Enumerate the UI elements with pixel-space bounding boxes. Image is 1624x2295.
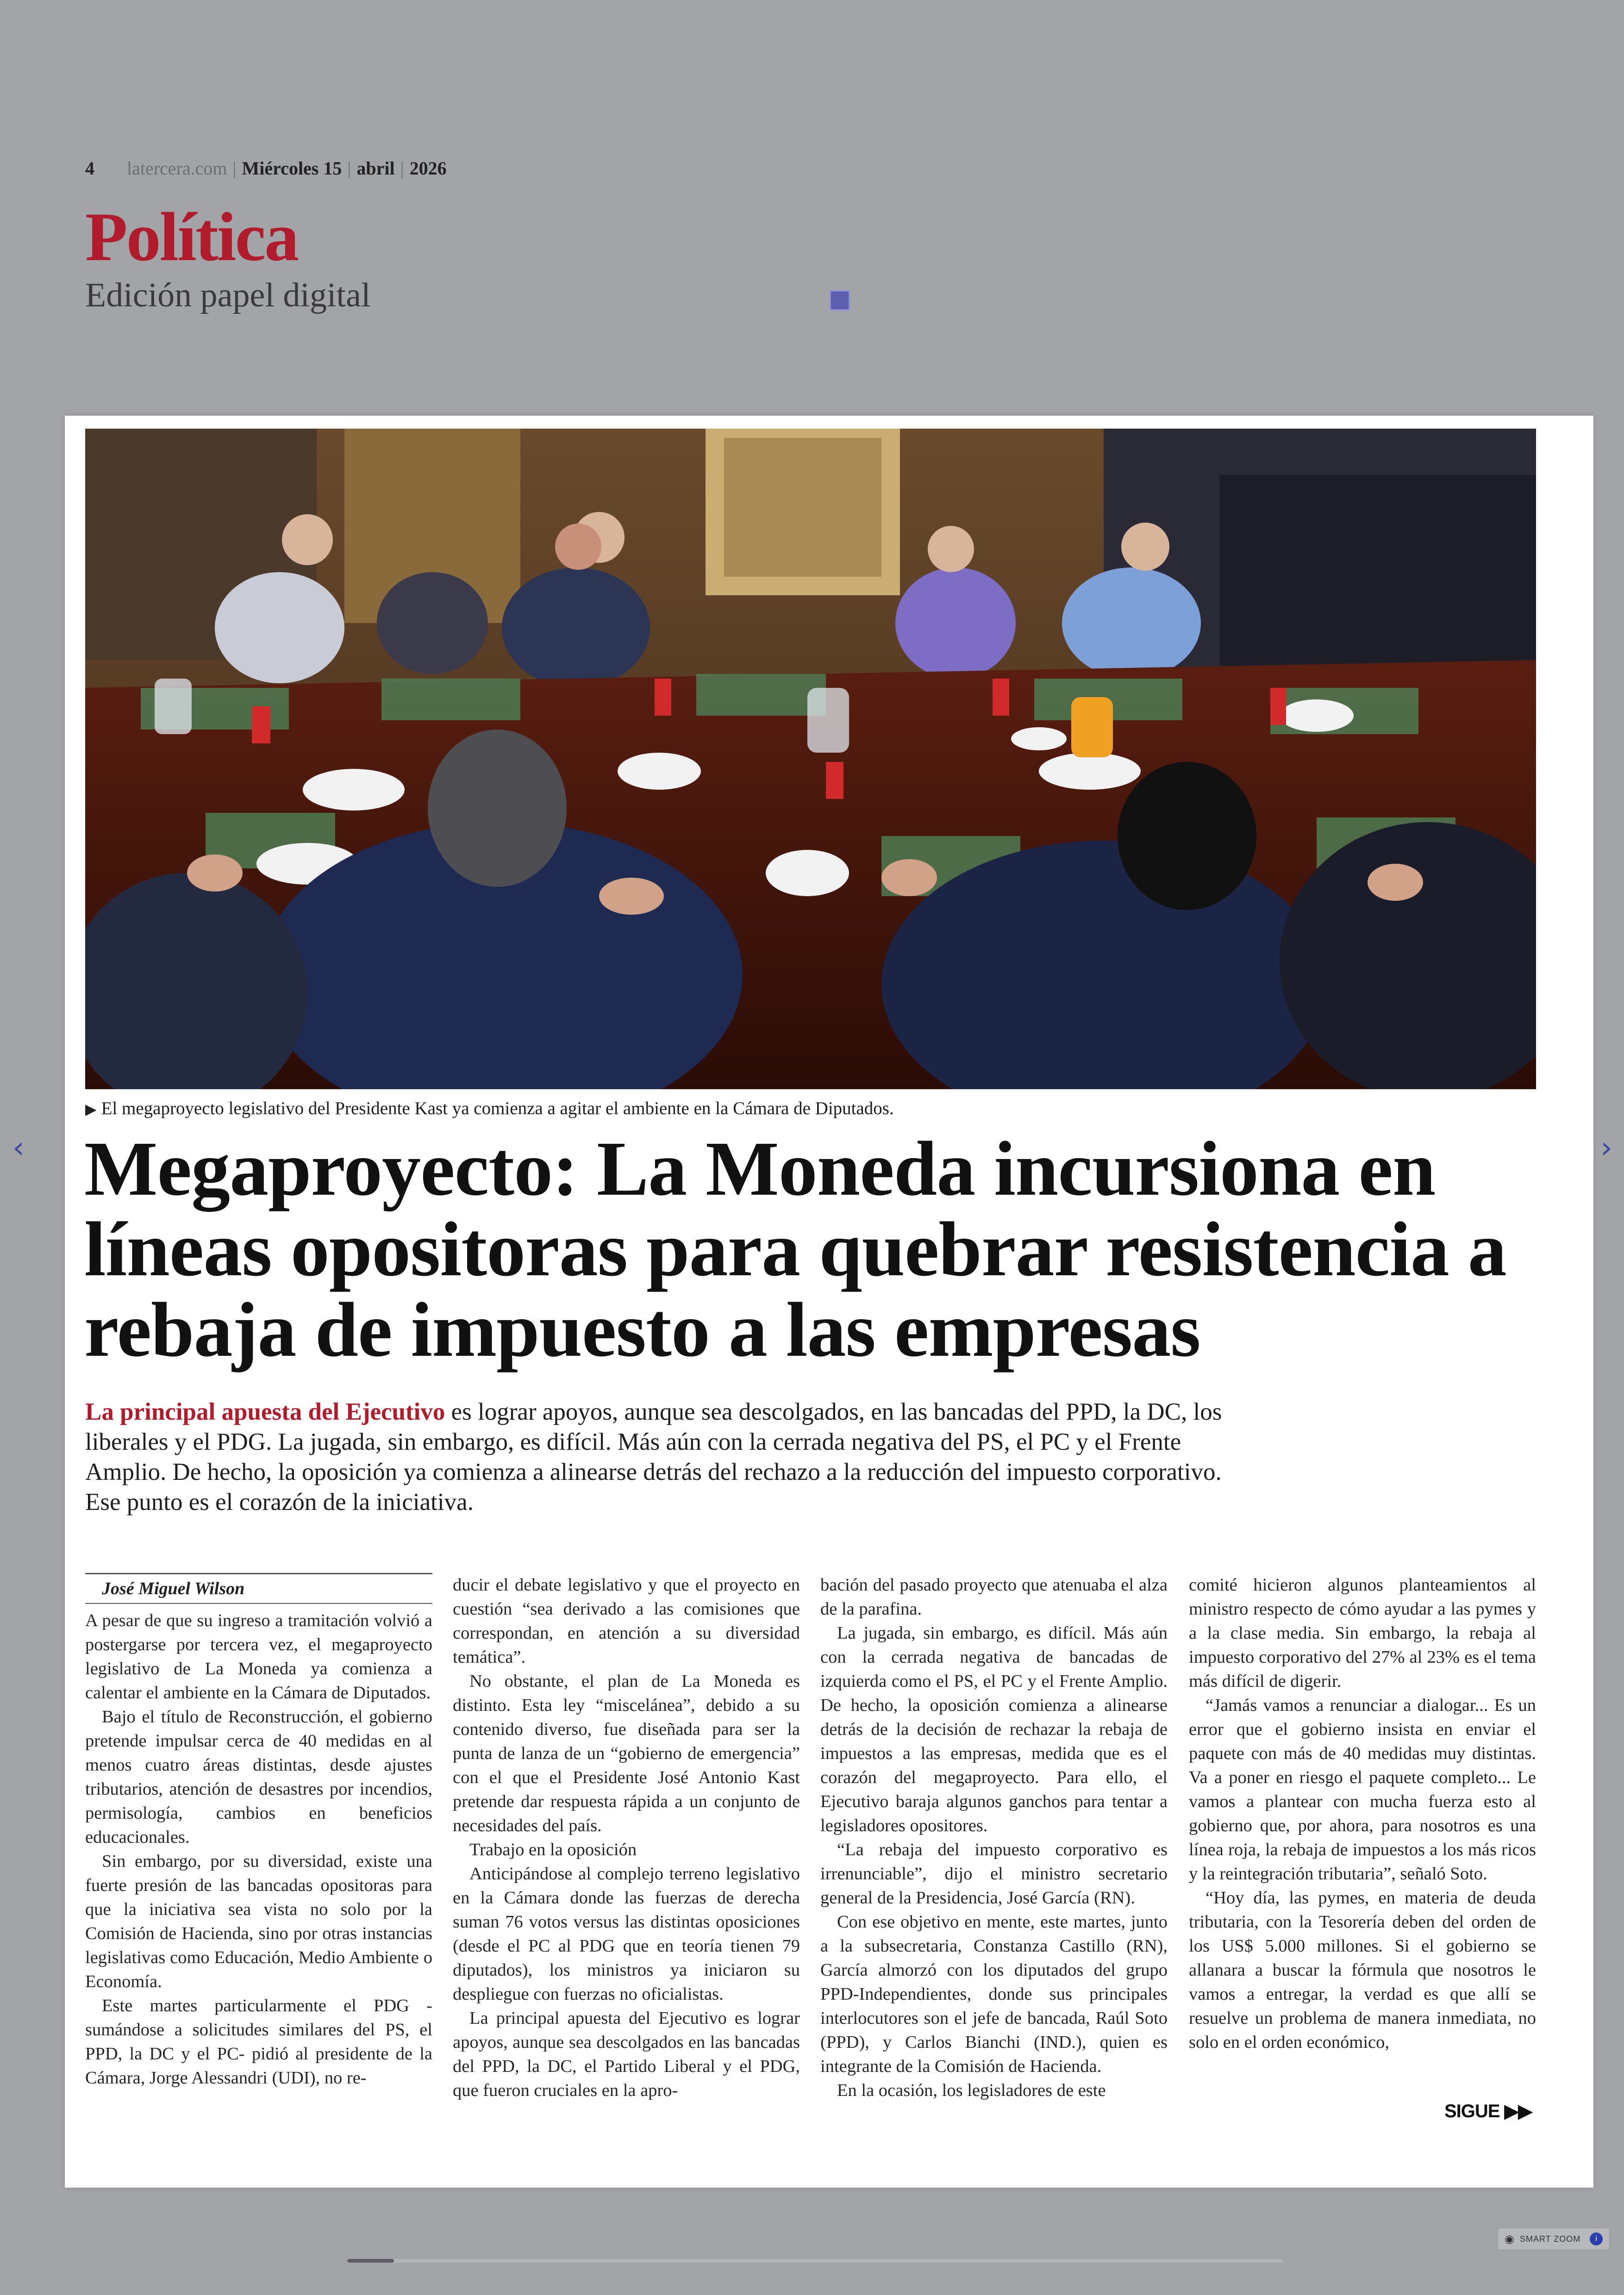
section-subhead: Trabajo en la oposición — [469, 1840, 637, 1859]
paragraph: Bajo el título de Reconstrucción, el gobierno pretende impulsar cerca de 40 medidas en al menos cuatro áreas distintas, desde ajustes tributarios, atención de desastres por incendios, permisología, cambios en beneficios educacionales. — [85, 1707, 432, 1847]
info-icon: i — [1590, 2233, 1603, 2245]
paragraph: No obstante, el plan de La Moneda es distinto. Esta ley “miscelánea”, debido a su contenido diverso, fue diseñada para ser la punta de lanza de un “gobierno de emergencia” con el que el Presidente José Antonio Kast pretende dar respuesta rápida a un conjunto de necesidades del país. — [453, 1671, 800, 1835]
paragraph: La jugada, sin embargo, es difícil. Más aún con la cerrada negativa de bancadas de izquierda como el PS, el PC y el Frente Amplio. De hecho, la oposición comienza a alinearse detrás de la decisión de rechazar la rebaja de impuestos a las empresas, medida que es el corazón del megaproyecto. Para ello, el Ejecutivo baraja algunos ganchos para tentar a legisladores opositores. — [820, 1623, 1168, 1835]
date-day: Miércoles 15 — [242, 158, 342, 179]
eye-icon: ◉ — [1505, 2233, 1514, 2245]
smart-zoom-label: SMART ZOOM — [1519, 2234, 1581, 2244]
date-year: 2026 — [409, 158, 447, 179]
paragraph: ducir el debate legislativo y que el proyecto en cuestión “sea derivado a las comisiones que correspondan, en atención a su diversidad temática”. — [453, 1575, 800, 1667]
article-photo — [85, 429, 1536, 1089]
paragraph: “Hoy día, las pymes, en materia de deuda tributaria, con la Tesorería deben del orden de los US$ 5.000 millones. Si el gobierno se allanara a buscar la fórmula que nosotros le vamos a entregar, la verdad es que allí se resuelve un problema de manera inmediata, no solo en el orden económico, — [1189, 1888, 1536, 2052]
page-number: 4 — [85, 158, 94, 179]
paragraph: Con ese objetivo en mente, este martes, junto a la subsecretaria, Constanza Castillo (RN), García almorzó con los diputados del grupo PPD-Independientes, donde sus principales interlocutores son el jefe de bancada, Raúl Soto (PPD), y Carlos Bianchi (IND.), quien es integrante de la Comisión de Hacienda. — [820, 1912, 1168, 2076]
header-meta: 4 latercera.com | Miércoles 15 | abril | 2026 — [85, 158, 447, 179]
chevron-right-icon: › — [1600, 1131, 1612, 1165]
article-column-3 — [820, 1573, 1168, 2102]
page-progress-bar[interactable] — [347, 2259, 1282, 2263]
newspaper-page — [65, 416, 1593, 2188]
paragraph: Sin embargo, por su diversidad, existe una fuerte presión de las bancadas opositoras para que la iniciativa sea vista no solo por la Comisión de Hacienda, sino por otras instancias legislativas como Educación, Medio Ambiente o Economía. — [85, 1852, 432, 1991]
page-marker-icon[interactable] — [830, 290, 850, 311]
meeting-photo-illustration — [85, 429, 1536, 1089]
article-column-4 — [1189, 1573, 1536, 2054]
paragraph: “La rebaja del impuesto corporativo es irrenunciable”, dijo el ministro secretario general de la Presidencia, José García (RN). — [820, 1840, 1168, 1908]
paragraph: La principal apuesta del Ejecutivo es lograr apoyos, aunque sea descolgados en las bancadas del PPD, la DC, el Partido Liberal y el PDG, que fueron cruciales en la apro- — [453, 2008, 800, 2100]
continue-label: SIGUE ▶▶ — [1444, 2101, 1532, 2121]
next-page-button[interactable] — [1593, 1129, 1620, 1166]
caption-arrow-icon: ▶ — [85, 1100, 97, 1118]
paragraph: En la ocasión, los legisladores de este — [837, 2081, 1106, 2100]
article-column-1 — [85, 1573, 432, 2090]
paragraph: Anticipándose al complejo terreno legislativo en la Cámara donde las fuerzas de derecha suman 76 votos versus las distintas oposiciones (desde el PC al PDG que en teoría tienen 79 diputados), los ministros ya iniciaron su despliegue con fuerzas no oficialistas. — [453, 1864, 800, 2004]
article-lead — [85, 1397, 1252, 1517]
byline: José Miguel Wilson — [85, 1573, 432, 1604]
lead-highlight: La principal apuesta del Ejecutivo — [85, 1398, 445, 1425]
caption-text: El megaproyecto legislativo del Presidente Kast ya comienza a agitar el ambiente en la Cámara de Diputados. — [101, 1098, 894, 1118]
progress-thumb[interactable] — [347, 2259, 394, 2263]
prev-page-button[interactable] — [5, 1129, 32, 1166]
site-name: latercera.com — [127, 158, 227, 179]
article-headline: Megaproyecto: La Moneda incursiona en líneas opositoras para quebrar resistencia a rebaja de impuesto a las empresas — [84, 1126, 1506, 1373]
paragraph: “Jamás vamos a renunciar a dialogar... Es un error que el gobierno insista en enviar el paquete con más de 40 medidas muy distintas. Va a poner en riesgo el paquete completo... Le vamos a plantear con mucha fuerza esto al gobierno que, por ahora, para nosotros es una línea roja, la rebaja de impuestos a los más ricos y la reintegración tributaria”, señaló Soto. — [1189, 1696, 1536, 1883]
section-title: Política — [85, 199, 298, 275]
photo-caption — [85, 1098, 1536, 1119]
paragraph: Este martes particularmente el PDG -sumándose a solicitudes similares del PS, el PPD, la DC y el PC- pidió al presidente de la Cámara, Jorge Alessandri (UDI), no re- — [85, 1996, 432, 2088]
paragraph: bación del pasado proyecto que atenuaba el alza de la parafina. — [820, 1575, 1168, 1619]
lead-text: es lograr apoyos, aunque sea descolgados, en las bancadas del PPD, la DC, los liberales y el PDG. La jugada, sin embargo, es difícil. Más aún con la cerrada negativa del PS, el PC y el Frente Amplio. De hecho, la oposición ya comienza a alinearse detrás del rechazo a la reducción del impuesto corporativo. Ese punto es el corazón de la iniciativa. — [85, 1398, 1222, 1515]
paragraph: A pesar de que su ingreso a tramitación volvió a postergarse por tercera vez, el megaproyecto legislativo de La Moneda ya comienza a calentar el ambiente en la Cámara de Diputados. — [85, 1611, 432, 1703]
page-header — [85, 157, 733, 312]
smart-zoom-button[interactable] — [1497, 2227, 1610, 2251]
paragraph: comité hicieron algunos planteamientos al ministro respecto de cómo ayudar a las pymes y a la clase media. Sin embargo, la rebaja al impuesto corporativo del 27% al 23% es el tema más difícil de digerir. — [1189, 1575, 1536, 1691]
section-subtitle: Edición papel digital — [85, 276, 371, 314]
chevron-left-icon: ‹ — [12, 1131, 25, 1165]
date-month: abril — [356, 158, 395, 179]
article-column-2 — [453, 1573, 800, 2102]
